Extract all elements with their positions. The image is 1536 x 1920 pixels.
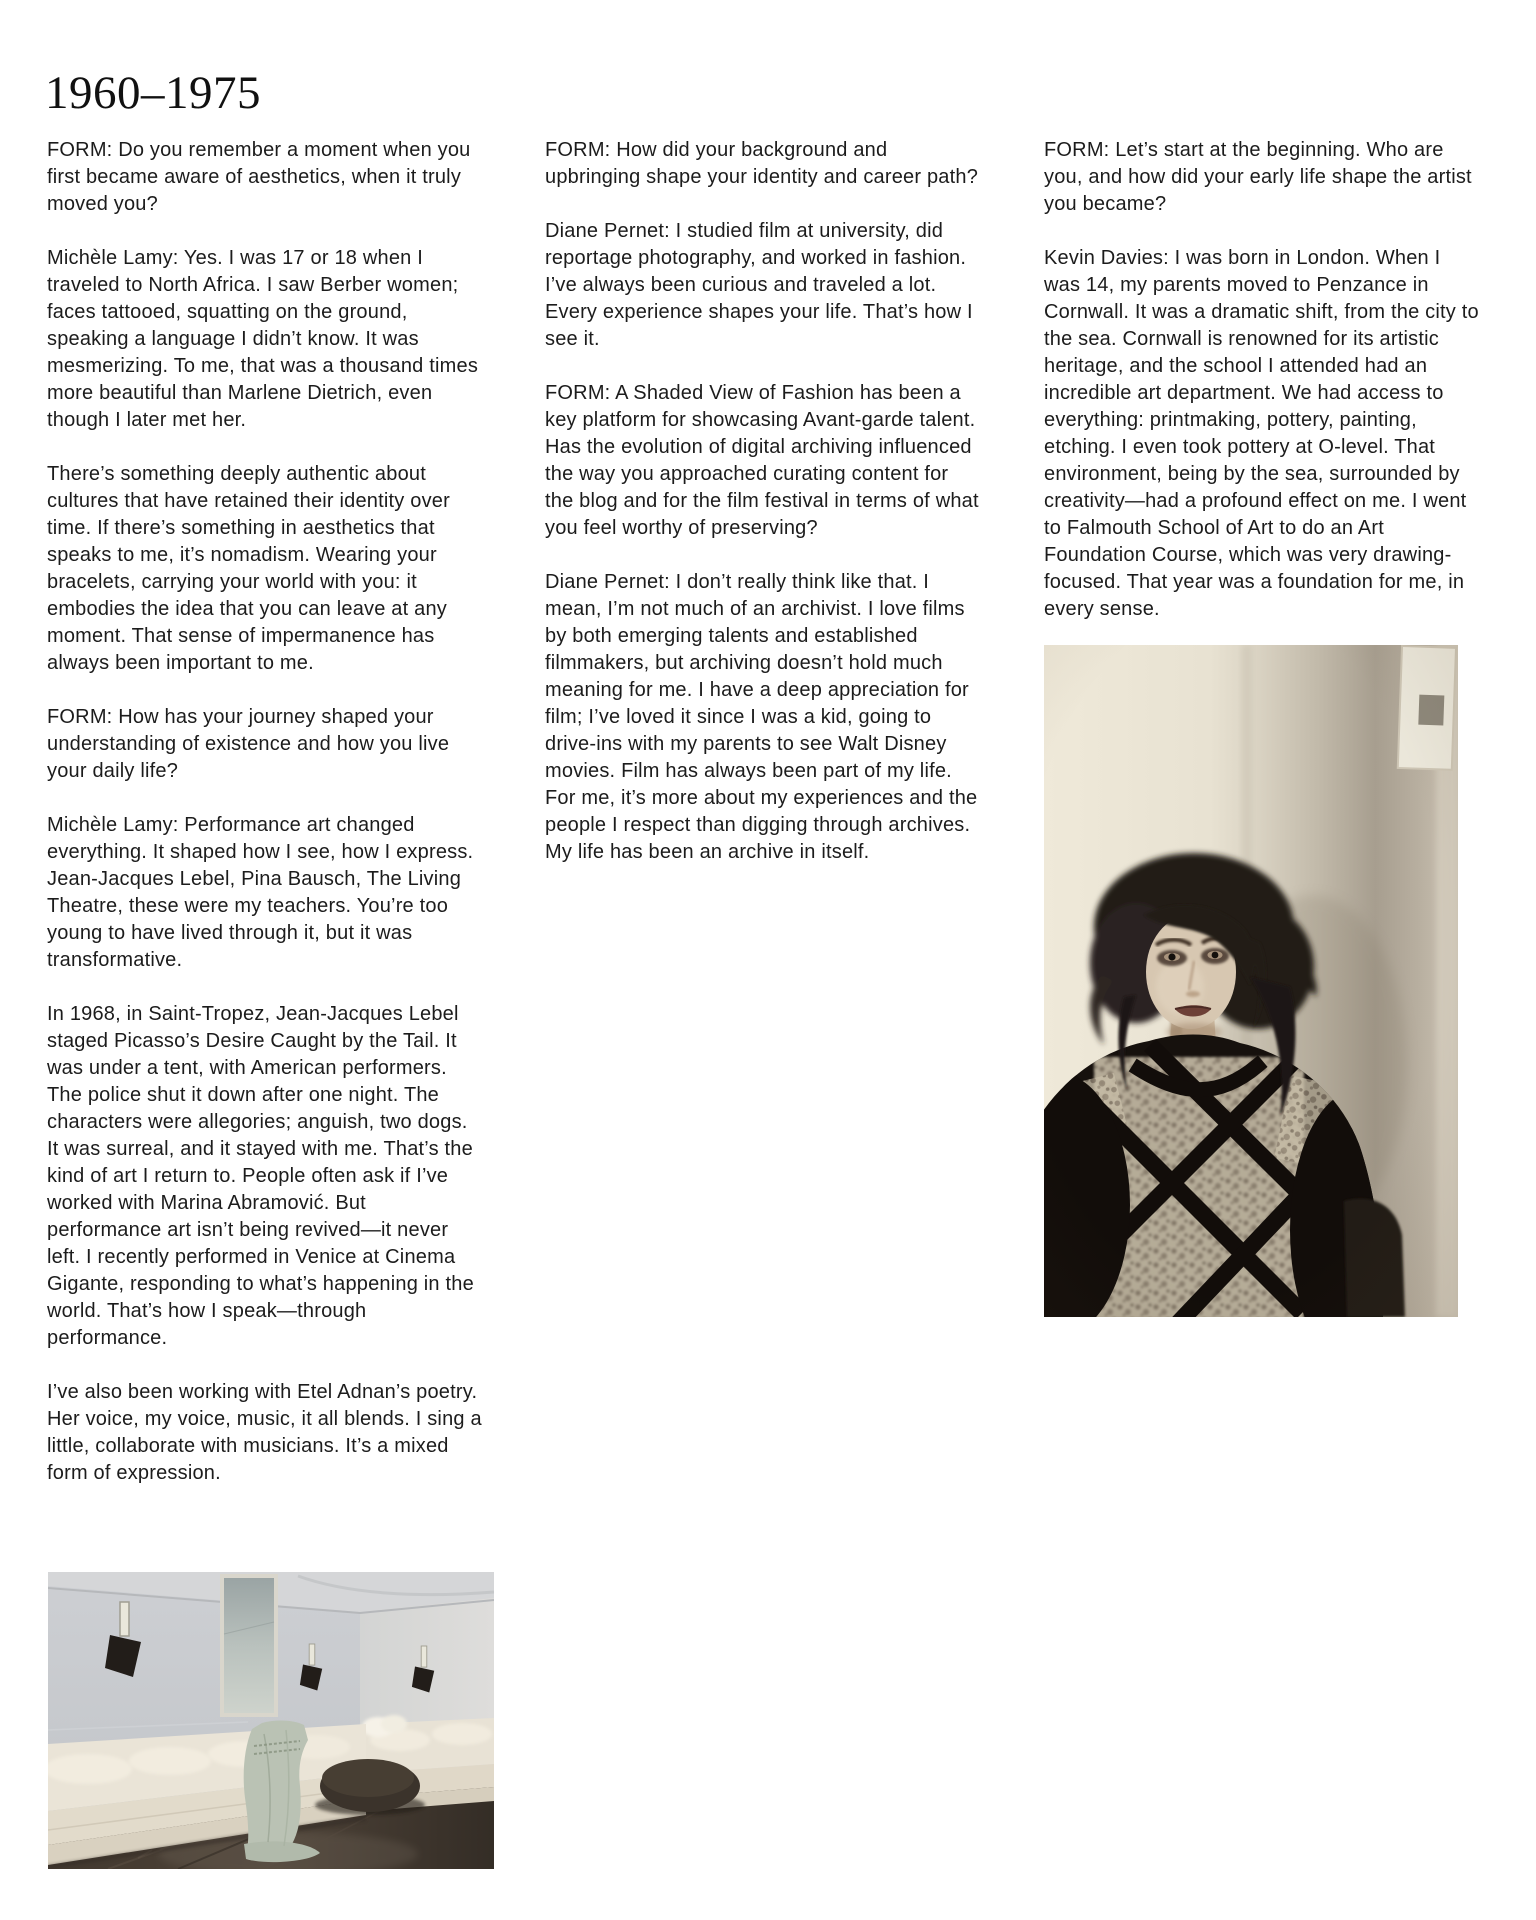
portrait-photo xyxy=(1044,645,1458,1317)
page-title: 1960–1975 xyxy=(45,67,261,119)
interview-paragraph: FORM: Let’s start at the beginning. Who are you, and how did your early life shape the artist you became? xyxy=(1044,139,1472,215)
interview-paragraph: Diane Pernet: I studied film at university, did reportage photography, and worked in fashion. I’ve always been curious and traveled a lot. Every experience shapes your life. That’s how I see it. xyxy=(545,220,973,350)
interview-paragraph: Kevin Davies: I was born in London. When I was 14, my parents moved to Penzance in Cornwall. It was a dramatic shift, from the city to the sea. Cornwall is renowned for its artistic heritage, and the school I attended had an incredible art department. We had access to everything: printmaking, pottery, painting, etching. I even took pottery at O-level. That environment, being by the sea, surrounded by creativity—had a profound effect on me. I went to Falmouth School of Art to do an Art Foundation Course, which was very drawing-focused. That year was a foundation for me, in every sense. xyxy=(1044,247,1479,620)
interview-paragraph: Michèle Lamy: Performance art changed everything. It shaped how I see, how I express. Jean-Jacques Lebel, Pina Bausch, The Living Theatre, these were my teachers. You’re too young to have lived through it, but it was transformative. xyxy=(47,814,474,971)
interview-paragraph: There’s something deeply authentic about cultures that have retained their identity over time. If there’s something in aesthetics that speaks to me, it’s nomadism. Wearing your bracelets, carrying your world with you: it embodies the idea that you can leave at any moment. That sense of impermanence has always been important to me. xyxy=(47,463,450,674)
living-room-photo xyxy=(48,1572,494,1869)
column-diane-pernet-interview xyxy=(545,137,981,893)
mirror xyxy=(220,1574,278,1717)
interview-paragraph: FORM: How did your background and upbringing shape your identity and career path? xyxy=(545,139,979,188)
interview-paragraph: I’ve also been working with Etel Adnan’s poetry. Her voice, my voice, music, it all blends. I sing a little, collaborate with musicians. It’s a mixed form of expression. xyxy=(47,1381,482,1484)
interview-paragraph: In 1968, in Saint-Tropez, Jean-Jacques Lebel staged Picasso’s Desire Caught by the Tail. It was under a tent, with American performers. The police shut it down after one night. The characters were allegories; anguish, two dogs. It was surreal, and it stayed with me. That’s the kind of art I return to. People often ask if I’ve worked with Marina Abramović. But performance art isn’t being revived—it never left. I recently performed in Venice at Cinema Gigante, responding to what’s happening in the world. That’s how I speak—through performance. xyxy=(47,1003,474,1349)
column-michele-lamy-interview xyxy=(47,137,483,1514)
column-kevin-davies-interview xyxy=(1044,137,1480,650)
photo-vignette xyxy=(1044,645,1458,1317)
portrait-illustration xyxy=(1044,645,1458,1317)
interview-paragraph: FORM: Do you remember a moment when you first became aware of aesthetics, when it truly moved you? xyxy=(47,139,471,215)
interview-paragraph: Michèle Lamy: Yes. I was 17 or 18 when I traveled to North Africa. I saw Berber women; faces tattooed, squatting on the ground, speaking a language I didn’t know. It was mesmerizing. To me, that was a thousand times more beautiful than Marlene Dietrich, even though I later met her. xyxy=(47,247,479,431)
interview-paragraph: FORM: A Shaded View of Fashion has been a key platform for showcasing Avant-garde talent. Has the evolution of digital archiving influenced the way you approached curating content for the blog and for the film festival in terms of what you feel worthy of preserving? xyxy=(545,382,979,539)
interview-paragraph: FORM: How has your journey shaped your understanding of existence and how you live your daily life? xyxy=(47,706,450,782)
living-room-illustration xyxy=(48,1572,494,1869)
interview-paragraph: Diane Pernet: I don’t really think like that. I mean, I’m not much of an archivist. I love films by both emerging talents and established filmmakers, but archiving doesn’t hold much meaning for me. I have a deep appreciation for film; I’ve loved it since I was a kid, going to drive-ins with my parents to see Walt Disney movies. Film has always been part of my life. For me, it’s more about my experiences and the people I respect than digging through archives. My life has been an archive in itself. xyxy=(545,571,978,863)
